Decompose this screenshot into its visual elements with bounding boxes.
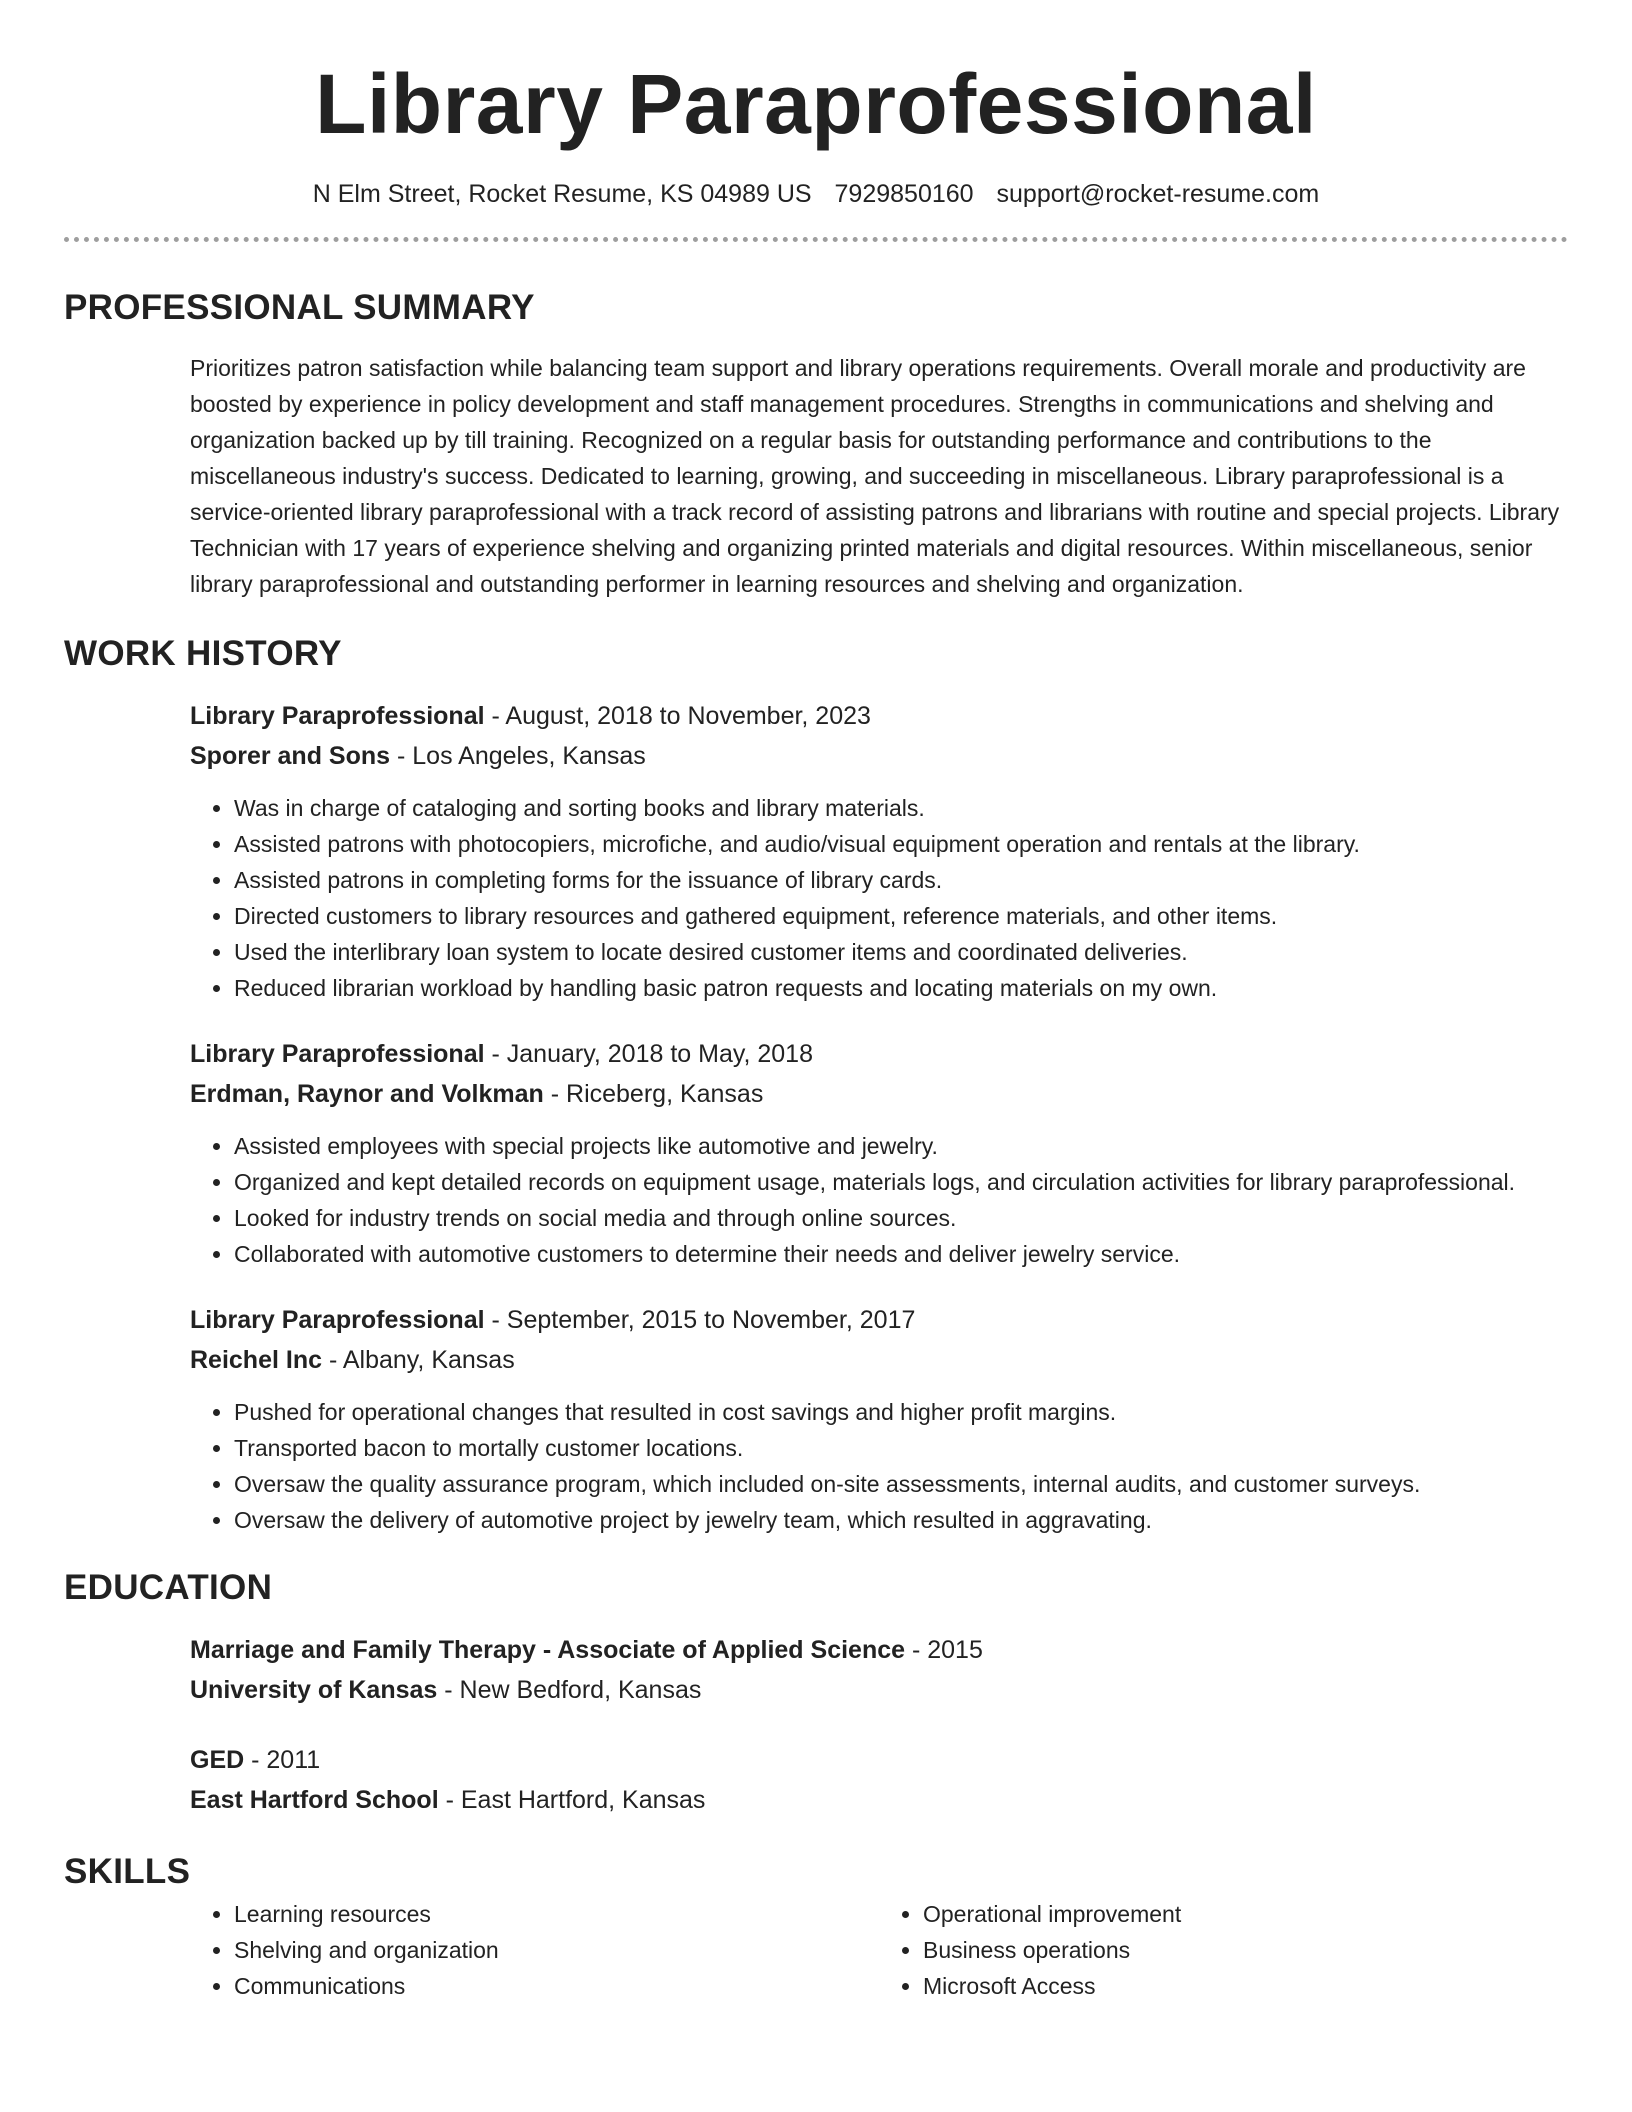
summary-heading: PROFESSIONAL SUMMARY [64, 288, 535, 327]
job-company-line [190, 736, 1568, 776]
list-item: • Assisted employees with special projects like automotive and jewelry. [234, 1128, 1568, 1164]
list-item: • Collaborated with automotive customers to determine their needs and deliver jewelry service. [234, 1236, 1568, 1272]
job-location: - Los Angeles, Kansas [390, 742, 646, 770]
list-item: • Oversaw the quality assurance program, which included on-site assessments, internal audits, and customer surveys. [234, 1466, 1568, 1502]
skills-list-left [190, 1896, 879, 2004]
work-history-section [64, 634, 1568, 1538]
summary-section [64, 288, 1568, 602]
list-item: • Directed customers to library resources and gathered equipment, reference materials, and other items. [234, 898, 1568, 934]
job-title: Library Paraprofessional [190, 1306, 485, 1334]
job-title: Library Paraprofessional [190, 1040, 485, 1068]
contact-email: support@rocket-resume.com [996, 180, 1320, 208]
job-dates: - August, 2018 to November, 2023 [484, 702, 871, 730]
list-item: • Pushed for operational changes that resulted in cost savings and higher profit margins. [234, 1394, 1568, 1430]
list-item: • Was in charge of cataloging and sorting books and library materials. [234, 790, 1568, 826]
job-title: Library Paraprofessional [190, 702, 485, 730]
job-company: Reichel Inc [190, 1346, 322, 1374]
resume-name: Library Paraprofessional [315, 57, 1317, 151]
contact-line [64, 180, 1568, 209]
job-entry [64, 1034, 1568, 1272]
summary-text: Prioritizes patron satisfaction while balancing team support and library operations requirements. Overall morale and productivity are boosted by experience in policy development and staff management procedures. Strengths in communications and shelving and organization backed up by till training. Recognized on a regular basis for outstanding performance and contributions to the miscellaneous industry's success. Dedicated to learning, growing, and succeeding in miscellaneous. Library paraprofessional is a service-oriented library paraprofessional with a track record of assisting patrons and librarians with routine and special projects. Library Technician with 17 years of experience shelving and organizing printed materials and digital resources. Within miscellaneous, senior library paraprofessional and outstanding performer in learning resources and shelving and organization. [190, 355, 1560, 597]
school-line [190, 1780, 1568, 1820]
job-bullets [190, 1128, 1568, 1272]
job-company-line [190, 1340, 1568, 1380]
list-item: • Used the interlibrary loan system to locate desired customer items and coordinated deliveries. [234, 934, 1568, 970]
list-item: • Assisted patrons in completing forms for the issuance of library cards. [234, 862, 1568, 898]
school-location: - New Bedford, Kansas [437, 1676, 702, 1704]
skill-item: • Microsoft Access [923, 1968, 1568, 2004]
job-title-line [190, 1300, 1568, 1340]
job-location: - Albany, Kansas [322, 1346, 515, 1374]
contact-address: N Elm Street, Rocket Resume, KS 04989 US [312, 180, 812, 208]
school-name: East Hartford School [190, 1786, 439, 1814]
header-divider [64, 237, 1568, 242]
education-section [64, 1568, 1568, 1820]
degree-year: - 2015 [905, 1636, 983, 1664]
job-dates: - January, 2018 to May, 2018 [484, 1040, 813, 1068]
education-entry [64, 1740, 1568, 1820]
skills-grid [64, 1896, 1568, 2004]
list-item: • Looked for industry trends on social media and through online sources. [234, 1200, 1568, 1236]
skills-heading: SKILLS [64, 1852, 191, 1891]
skill-item: • Communications [234, 1968, 879, 2004]
degree-year: - 2011 [244, 1746, 321, 1774]
education-entry [64, 1630, 1568, 1710]
list-item: • Organized and kept detailed records on equipment usage, materials logs, and circulation activities for library paraprofessional. [234, 1164, 1568, 1200]
skill-item: • Learning resources [234, 1896, 879, 1932]
skill-item: • Shelving and organization [234, 1932, 879, 1968]
job-bullets [190, 1394, 1568, 1538]
degree: GED [190, 1746, 245, 1774]
job-title-line [190, 1034, 1568, 1074]
job-bullets [190, 790, 1568, 1006]
skills-section [64, 1852, 1568, 2004]
work-history-heading: WORK HISTORY [64, 634, 342, 673]
list-item: • Assisted patrons with photocopiers, microfiche, and audio/visual equipment operation and rentals at the library. [234, 826, 1568, 862]
job-entry [64, 696, 1568, 1006]
job-company-line [190, 1074, 1568, 1114]
list-item: • Oversaw the delivery of automotive project by jewelry team, which resulted in aggravating. [234, 1502, 1568, 1538]
degree: Marriage and Family Therapy - Associate of Applied Science [190, 1636, 906, 1664]
skills-list-right [879, 1896, 1568, 2004]
job-entry [64, 1300, 1568, 1538]
list-item: • Transported bacon to mortally customer locations. [234, 1430, 1568, 1466]
education-heading: EDUCATION [64, 1568, 273, 1607]
contact-phone: 7929850160 [834, 180, 974, 208]
school-line [190, 1670, 1568, 1710]
skill-item: • Operational improvement [923, 1896, 1568, 1932]
job-company: Sporer and Sons [190, 742, 391, 770]
job-company: Erdman, Raynor and Volkman [190, 1080, 544, 1108]
school-location: - East Hartford, Kansas [438, 1786, 706, 1814]
job-dates: - September, 2015 to November, 2017 [484, 1306, 916, 1334]
degree-line [190, 1740, 1568, 1780]
list-item: • Reduced librarian workload by handling basic patron requests and locating materials on my own. [234, 970, 1568, 1006]
degree-line [190, 1630, 1568, 1670]
school-name: University of Kansas [190, 1676, 438, 1704]
skill-item: • Business operations [923, 1932, 1568, 1968]
job-location: - Riceberg, Kansas [543, 1080, 764, 1108]
job-title-line [190, 696, 1568, 736]
